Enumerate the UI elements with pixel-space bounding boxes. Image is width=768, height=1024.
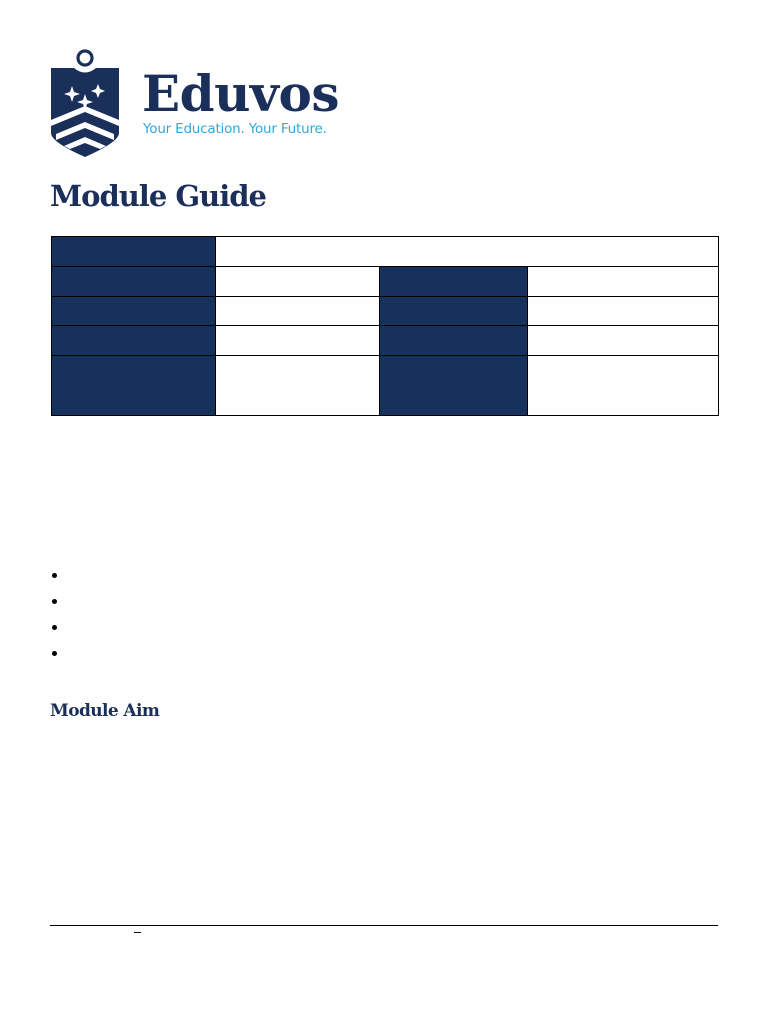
footer-divider bbox=[50, 925, 718, 926]
eduvos-shield-icon bbox=[50, 48, 120, 158]
module-info-table bbox=[51, 236, 719, 416]
brand-tagline: Your Education. Your Future. bbox=[143, 121, 327, 137]
table-header-cell bbox=[380, 326, 528, 356]
brand-name: Eduvos bbox=[142, 64, 339, 123]
page-title: Module Guide bbox=[50, 179, 266, 213]
table-value-cell bbox=[216, 296, 380, 326]
table-value-cell bbox=[216, 326, 380, 356]
table-value-cell bbox=[216, 237, 719, 267]
bullet-list bbox=[50, 565, 60, 669]
table-row bbox=[52, 296, 719, 326]
table-header-cell bbox=[52, 356, 216, 416]
table-row bbox=[52, 266, 719, 296]
table-header-cell bbox=[380, 266, 528, 296]
table-header-cell bbox=[52, 266, 216, 296]
footer-underscore-mark bbox=[134, 932, 141, 933]
table-row bbox=[52, 356, 719, 416]
bullet-icon bbox=[52, 573, 57, 578]
module-aim-heading: Module Aim bbox=[50, 701, 160, 721]
bullet-icon bbox=[52, 625, 57, 630]
bullet-icon bbox=[52, 599, 57, 604]
table-row bbox=[52, 326, 719, 356]
table-header-cell bbox=[380, 296, 528, 326]
bullet-icon bbox=[52, 651, 57, 656]
table-header-cell bbox=[52, 237, 216, 267]
eduvos-logo bbox=[50, 48, 370, 160]
list-item bbox=[50, 565, 60, 591]
table-header-cell bbox=[52, 326, 216, 356]
table-value-cell bbox=[528, 356, 719, 416]
list-item bbox=[50, 617, 60, 643]
table-row bbox=[52, 237, 719, 267]
table-value-cell bbox=[216, 266, 380, 296]
table-header-cell bbox=[52, 296, 216, 326]
table-header-cell bbox=[380, 356, 528, 416]
list-item bbox=[50, 591, 60, 617]
table-value-cell bbox=[528, 326, 719, 356]
list-item bbox=[50, 643, 60, 669]
table-value-cell bbox=[528, 296, 719, 326]
table-value-cell bbox=[216, 356, 380, 416]
table-value-cell bbox=[528, 266, 719, 296]
